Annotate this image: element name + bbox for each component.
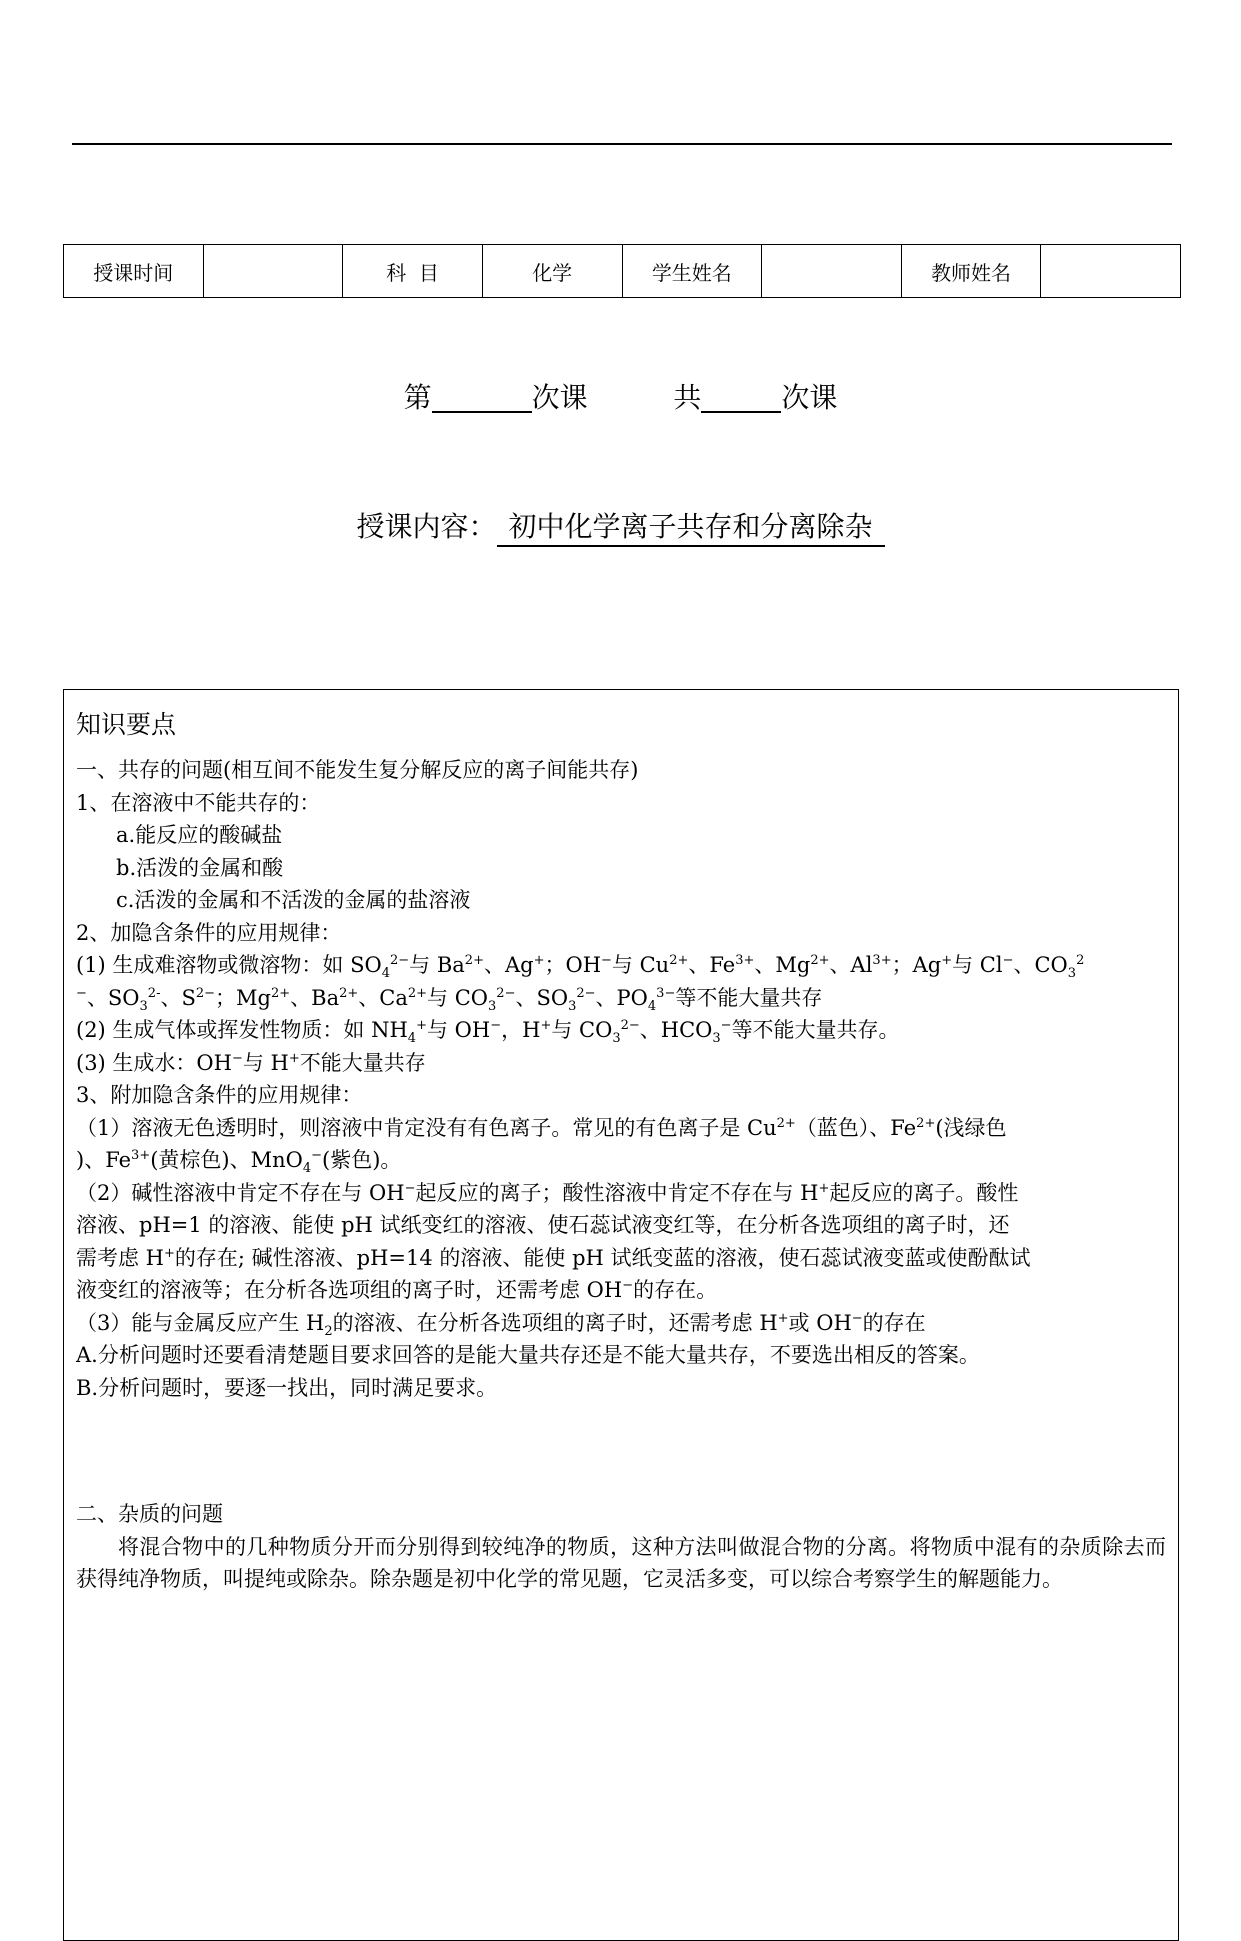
value-teacher-name xyxy=(1041,245,1181,298)
label-student-name: 学生姓名 xyxy=(622,245,762,298)
knowledge-points-box xyxy=(63,689,1179,1941)
lesson-info-table xyxy=(63,244,1181,298)
section-1-title: 一、共存的问题(相互间不能发生复分解反应的离子间能共存) xyxy=(76,758,639,782)
rule-2: (2) 生成气体或挥发性物质：如 $NH_4^+$与 OH−，H+与 $CO_3^{2-}$、$HCO_3^-$等不能大量共存。 xyxy=(76,1018,900,1047)
section-1-item-1a: a.能反应的酸碱盐 xyxy=(116,823,283,847)
lesson-di: 第 xyxy=(403,381,432,414)
label-subject: 科 目 xyxy=(343,245,483,298)
lesson-content-line xyxy=(0,505,1241,545)
header-rule xyxy=(72,143,1172,145)
lesson-total-ci-ke: 次课 xyxy=(781,381,838,414)
section-1-item-2: 2、加隐含条件的应用规律： xyxy=(76,920,342,945)
value-student-name xyxy=(762,245,902,298)
spacer xyxy=(76,1404,1166,1498)
rule-3: (3) 生成水：OH−与 H+不能大量共存 xyxy=(76,1050,426,1075)
content-topic: 初中化学离子共存和分离除杂 xyxy=(497,510,885,547)
lesson-ci-ke: 次课 xyxy=(531,381,588,414)
knowledge-title: 知识要点 xyxy=(76,710,177,739)
section-1-item-1c: c.活泼的金属和不活泼的金属的盐溶液 xyxy=(116,888,471,912)
value-subject: 化学 xyxy=(482,245,622,298)
lesson-gong: 共 xyxy=(673,381,702,414)
lesson-number-blank xyxy=(432,381,532,413)
section-2-paragraph: 将混合物中的几种物质分开而分别得到较纯净的物质，这种方法叫做混合物的分离。将物质中混有的杂质除去而获得纯净物质，叫提纯或除杂。除杂题是初中化学的常见题，它灵活多变，可以综合考察学生的解题能力。 xyxy=(76,1534,1166,1591)
section-2-title: 二、杂质的问题 xyxy=(76,1502,223,1526)
section-1-item-1: 1、在溶液中不能共存的： xyxy=(76,790,321,815)
content-label: 授课内容： xyxy=(356,510,497,543)
label-teacher-name: 教师姓名 xyxy=(901,245,1041,298)
lesson-count-line xyxy=(0,376,1241,416)
condition-2: （2）碱性溶液中肯定不存在与 OH−起反应的离子；酸性溶液中肯定不存在与 H+起反应的离子。酸性 溶液、pH=1 的溶液、能使 pH 试纸变红的溶液、使石蕊试液变红等，在分析各选项组的离子时，还 需考虑 H+的存在; 碱性溶液、pH=14 的溶液、能使 pH 试纸变蓝的溶液，使石蕊试液变蓝或使酚酞试 液变红的溶液等；在分析各选项组的离子时，还需考虑 OH−的存在。 xyxy=(76,1180,1031,1302)
section-1-item-3: 3、附加隐含条件的应用规律： xyxy=(76,1083,363,1107)
note-b: B.分析问题时，要逐一找出，同时满足要求。 xyxy=(76,1375,498,1400)
lesson-total-blank xyxy=(701,381,781,413)
rule-1: (1) 生成难溶物或微溶物：如 $SO_4^{2-}$与 $Ba^{2+}$、Ag+；OH−与 $Cu^{2+}$、$Fe^{3+}$、$Mg^{2+}$、$Al^{3+}$；Ag+与 Cl−、$CO_3^2$ −、$SO_3^{2-}$、$S^{2-}$；$Mg^{2+}$、$Ba^{2+}$、$Ca^{2+}$与 $CO_3^{2-}$、$SO_3^{2-}$、$PO_4^{3-}$等不能大量共存 xyxy=(76,953,1085,1014)
condition-1: （1）溶液无色透明时，则溶液中肯定没有有色离子。常见的有色离子是 $Cu^{2+}$（蓝色）、$Fe^{2+}$(浅绿色 )、$Fe^{3+}$(黄棕色)、MnO$_4$−(紫色)。 xyxy=(76,1115,1007,1177)
section-1-item-1b: b.活泼的金属和酸 xyxy=(116,855,284,880)
value-class-time xyxy=(203,245,343,298)
note-a: A.分析问题时还要看清楚题目要求回答的是能大量共存还是不能大量共存，不要选出相反的答案。 xyxy=(76,1343,980,1367)
label-class-time: 授课时间 xyxy=(64,245,204,298)
condition-3: （3）能与金属反应产生 $H_2$的溶液、在分析各选项组的离子时，还需考虑 H+或 OH−的存在 xyxy=(76,1310,926,1339)
